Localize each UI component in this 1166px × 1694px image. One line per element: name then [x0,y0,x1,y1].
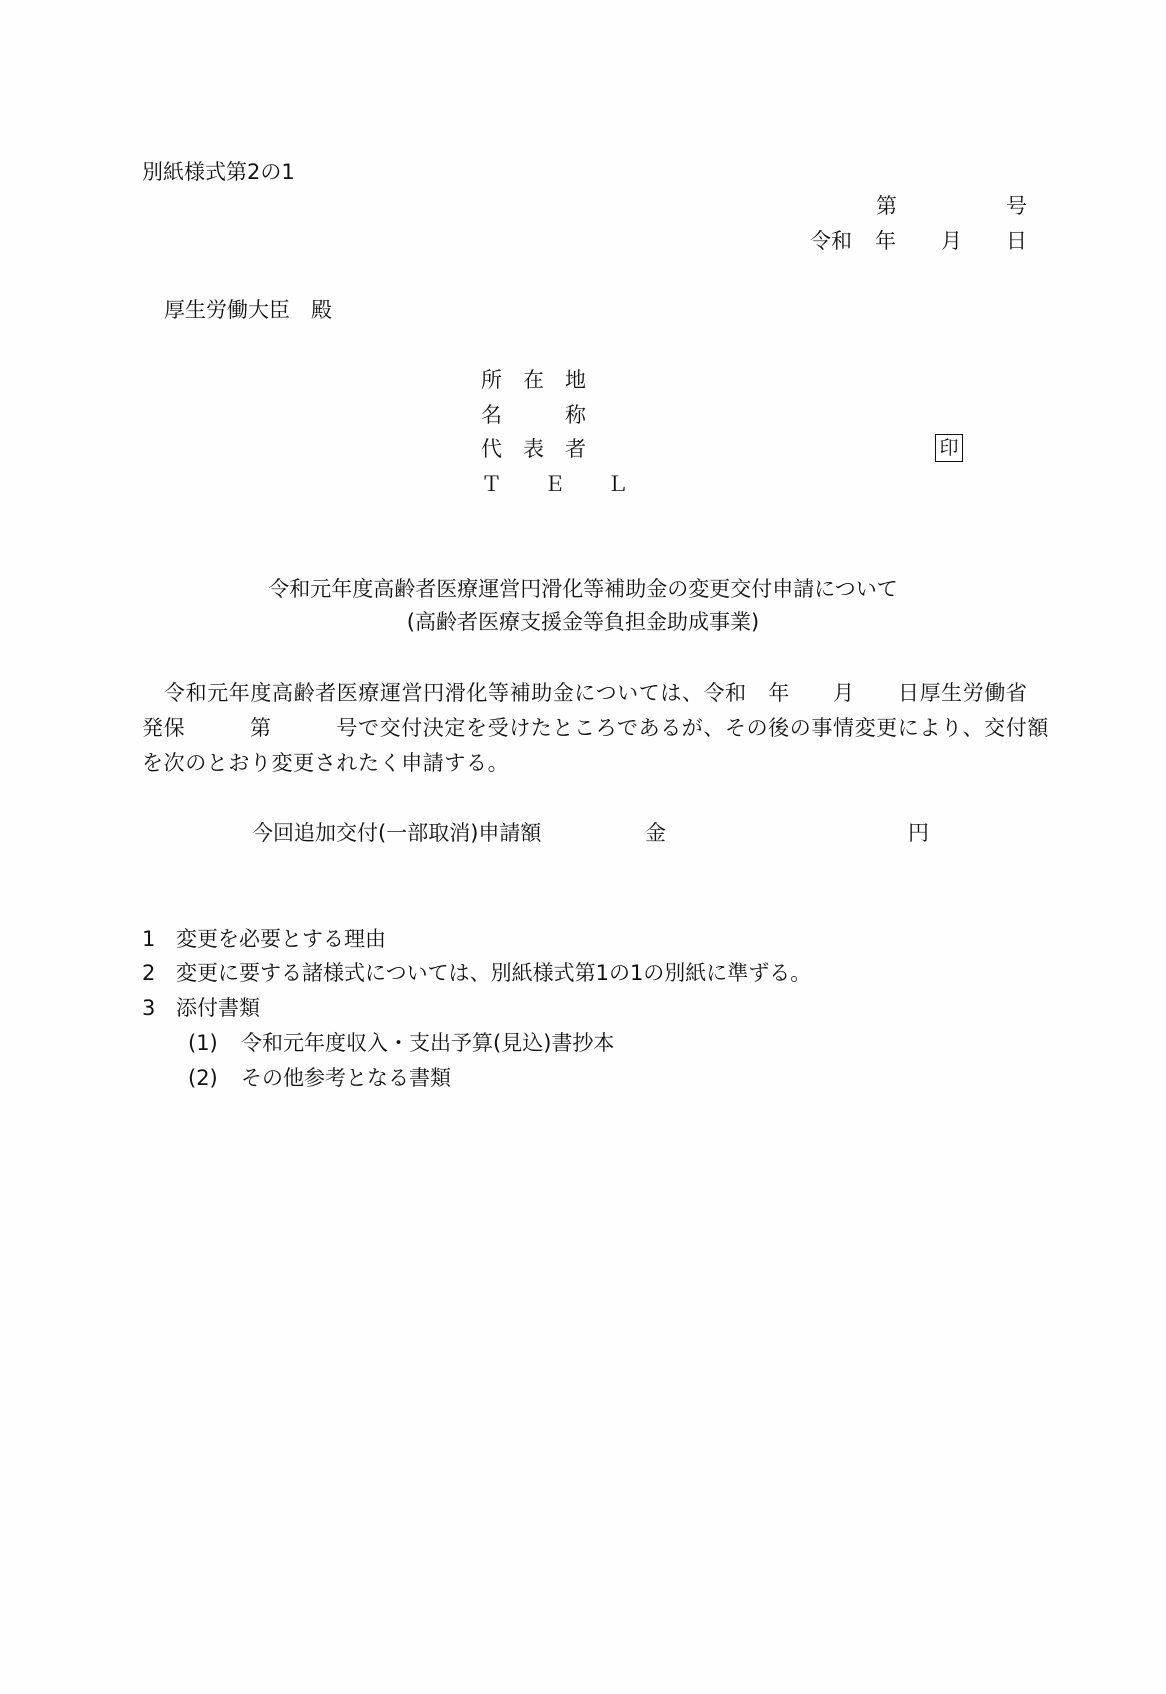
amount-unit: 円 [908,821,929,845]
document-title: 令和元年度高齢者医療運営円滑化等補助金の変更交付申請について [268,577,898,601]
seal-mark: 印 [935,434,963,462]
address-label: 所 在 地 [481,368,586,392]
item-3-number: 3 [142,996,156,1020]
date-month: 月 [941,229,962,253]
addressee: 厚生労働大臣 殿 [164,298,332,322]
item-2-number: 2 [142,961,156,985]
body-line-1: 令和元年度高齢者医療運営円滑化等補助金については、令和 年 月 日厚生労働省 [164,681,1028,705]
body-line-3: を次のとおり変更されたく申請する。 [142,751,510,775]
number-prefix: 第 [876,194,897,218]
name-label: 名 称 [481,403,586,427]
amount-label: 今回追加交付(一部取消)申請額 [252,821,542,845]
form-id: 別紙様式第2の1 [142,160,295,184]
sub-item-2-number: (2) [188,1066,218,1090]
item-2-text: 変更に要する諸様式については、別紙様式第1の1の別紙に準ずる。 [176,961,812,985]
item-1-text: 変更を必要とする理由 [176,927,386,951]
date-day: 日 [1006,229,1027,253]
date-year: 年 [875,229,896,253]
item-3-text: 添付書類 [176,996,260,1020]
representative-label: 代 表 者 [481,437,586,461]
body-line-2: 発保 第 号で交付決定を受けたところであるが、その後の事情変更により、交付額 [142,716,1049,740]
number-suffix: 号 [1006,194,1027,218]
date-era: 令和 [810,229,852,253]
tel-label: Ｔ Ｅ Ｌ [481,472,628,496]
sub-item-2-text: その他参考となる書類 [241,1066,451,1090]
sub-item-1-number: (1) [188,1031,218,1055]
document-subtitle: (高齢者医療支援金等負担金助成事業) [406,610,760,634]
amount-prefix: 金 [645,821,666,845]
item-1-number: 1 [142,927,156,951]
sub-item-1-text: 令和元年度収入・支出予算(見込)書抄本 [241,1031,615,1055]
